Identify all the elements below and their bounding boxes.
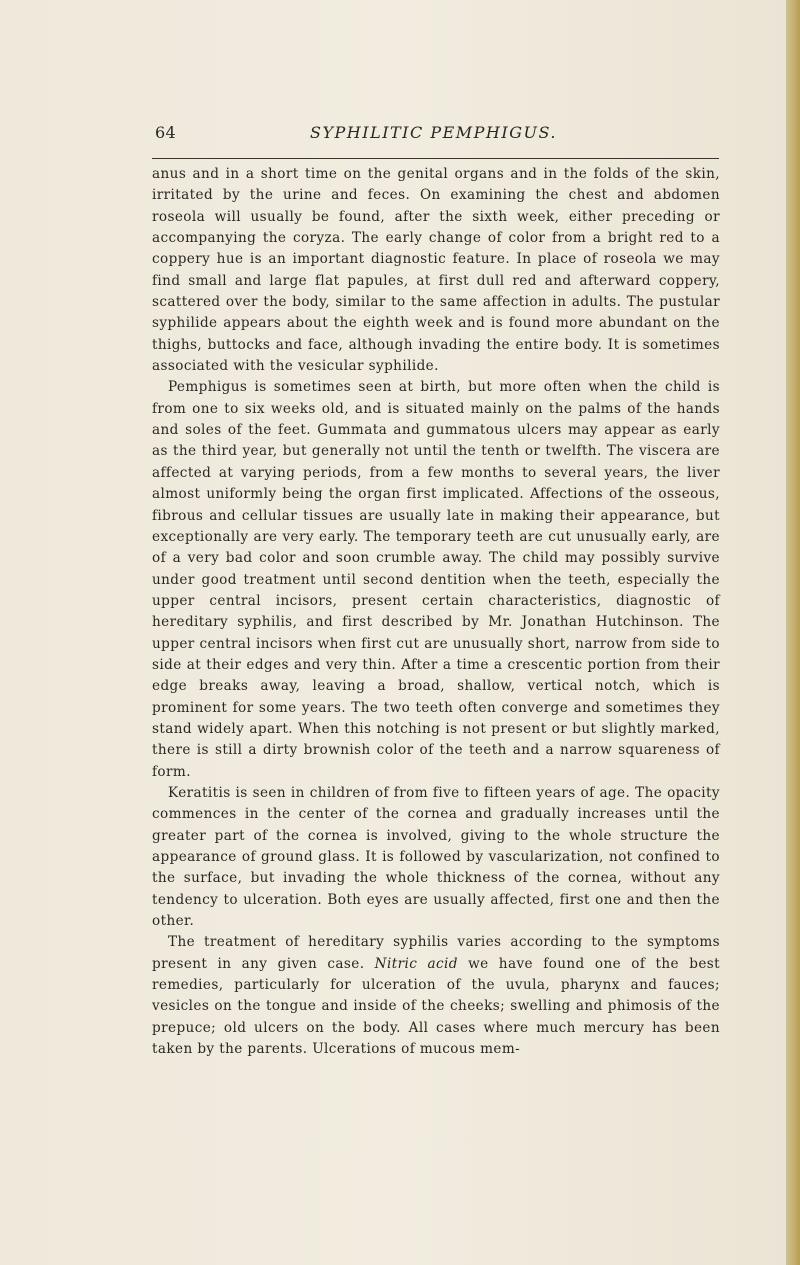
page-number: 64 [155, 123, 176, 142]
italic-text-run: Nitric acid [374, 955, 458, 972]
paragraph: Pemphigus is sometimes seen at birth, but more often when the child is from one to six weeks old, and is situated mainly on the palms of the hands and soles of the feet. Gummata and gummatous ulcers may appear as early as the third year, but generally not until the tenth or twelfth. The viscera are affected at varying periods, from a few months to several years, the liver almost uniformly being the organ first implicated. Affections of the osseous, fibrous and cellular tissues are usually late in making their appearance, but exceptionally are very early. The temporary teeth are cut unusually early, are of a very bad color and soon crumble away. The child may possibly survive under good treatment until second dentition when the teeth, especially the upper central incisors, present certain characteristics, diagnostic of hereditary syphilis, and first described by Mr. Jonathan Hutchinson. The upper central incisors when first cut are unusually short, narrow from side to side at their edges and very thin. After a time a crescentic portion from their edge breaks away, leaving a broad, shallow, vertical notch, which is prominent for some years. The two teeth often converge and sometimes they stand widely apart. When this notching is not present or but slightly marked, there is still a dirty brownish color of the teeth and a narrow squareness of form. [152, 379, 720, 780]
running-title: SYPHILITIC PEMPHIGUS. [310, 123, 557, 142]
page-edge [786, 0, 800, 1265]
body-text [152, 164, 720, 1060]
paragraph [152, 932, 720, 1060]
text-run: The treatment of hereditary syphilis varies according to the symptoms present in any given case. [152, 934, 720, 972]
running-header [150, 123, 720, 149]
text-run: we have found one of the best remedies, particularly for ulceration of the uvula, pharynx and fauces; vesicles on the tongue and inside of the cheeks; swelling and phimosis of the prepuce; old ulcers on the body. All cases where much mercury has been taken by the parents. Ulcerations of mucous mem- [152, 955, 720, 1058]
paragraph: Keratitis is seen in children of from five to fifteen years of age. The opacity commences in the center of the cornea and gradually increases until the greater part of the cornea is involved, giving to the whole structure the appearance of ground glass. It is followed by vascularization, not confined to the surface, but invading the whole thickness of the cornea, without any tendency to ulceration. Both eyes are usually affected, first one and then the other. [152, 784, 720, 930]
header-rule [152, 158, 719, 159]
paragraph: anus and in a short time on the genital organs and in the folds of the skin, irritated by the urine and feces. On examining the chest and abdomen roseola will usually be found, after the sixth week, either preceding or accompanying the coryza. The early change of color from a bright red to a coppery hue is an important diagnostic feature. In place of roseola we may find small and large flat papules, at first dull red and afterward coppery, scattered over the body, similar to the same affection in adults. The pustular syphilide appears about the eighth week and is found more abundant on the thighs, buttocks and face, although invading the entire body. It is sometimes associated with the vesicular syphilide. [152, 166, 720, 375]
